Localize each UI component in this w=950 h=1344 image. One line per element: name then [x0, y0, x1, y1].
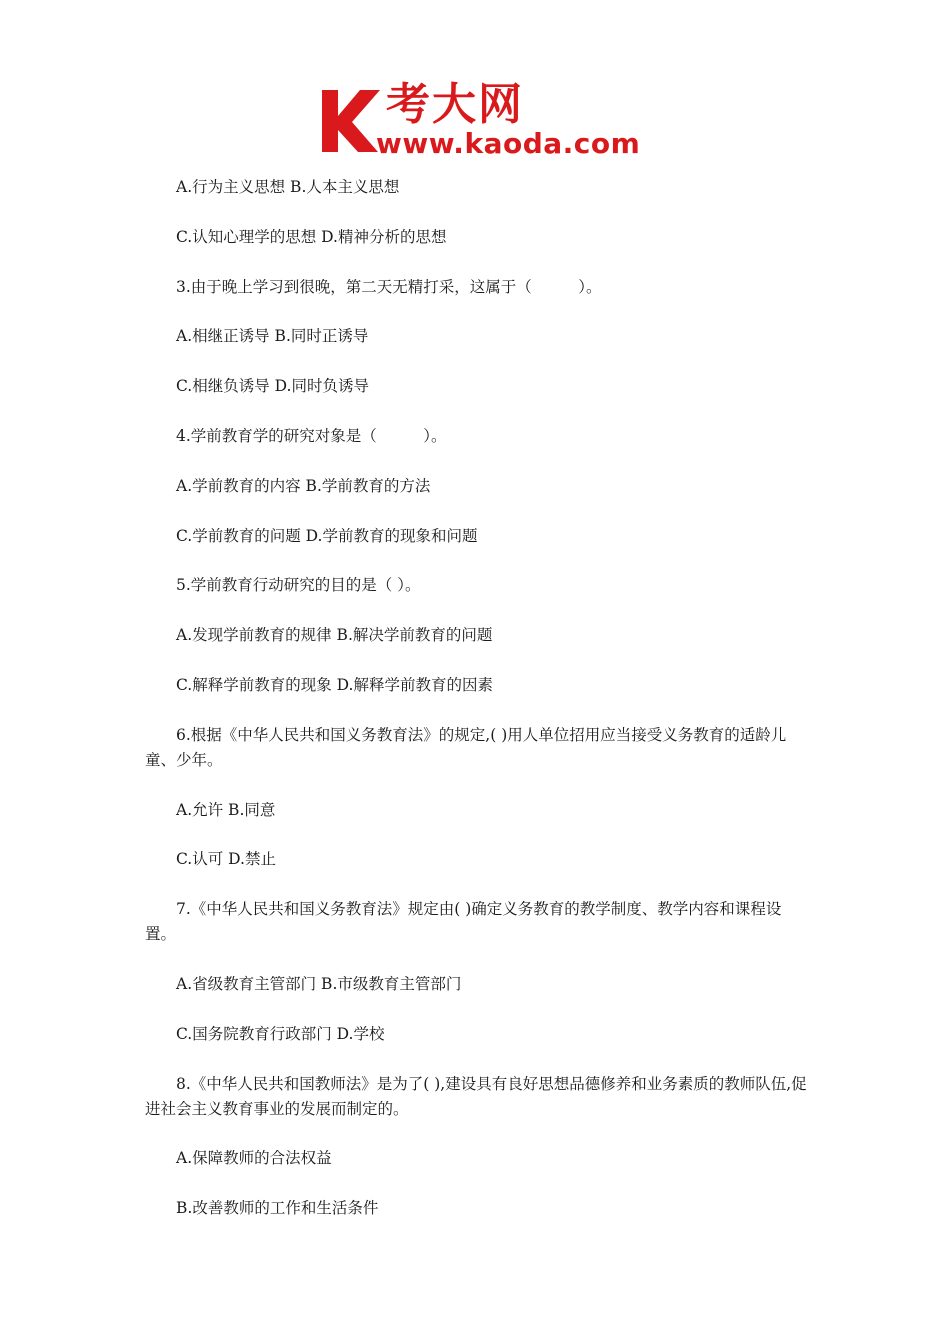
- text-line: A.学前教育的内容 B.学前教育的方法: [176, 476, 431, 495]
- text-line: B.改善教师的工作和生活条件: [176, 1199, 379, 1218]
- text-line: C.相继负诱导 D.同时负诱导: [176, 377, 369, 396]
- text-line: A.行为主义思想 B.人本主义思想: [176, 178, 400, 196]
- text-line: A.允许 B.同意: [176, 800, 276, 819]
- text-line: A.保障教师的合法权益: [176, 1149, 332, 1168]
- question-content: [145, 175, 810, 1246]
- text-line: 6.根据《中华人民共和国义务教育法》的规定,( )用人单位招用应当接受义务教育的适龄儿童、少年。: [145, 725, 787, 769]
- text-line: 5.学前教育行动研究的目的是（ ）。: [176, 576, 421, 595]
- logo-url: www.kaoda.com: [376, 127, 641, 160]
- text-line: 4.学前教育学的研究对象是（ ）。: [176, 426, 447, 445]
- text-line: 3.由于晚上学习到很晚，第二天无精打采，这属于（ ）。: [176, 277, 602, 296]
- logo-name: 考大网: [386, 79, 524, 130]
- text-line: C.解释学前教育的现象 D.解释学前教育的因素: [176, 675, 493, 694]
- text-line: A.发现学前教育的规律 B.解决学前教育的问题: [176, 626, 493, 645]
- text-line: C.国务院教育行政部门 D.学校: [176, 1024, 385, 1043]
- text-line: A.省级教育主管部门 B.市级教育主管部门: [176, 974, 462, 993]
- kaoda-logo: [318, 80, 640, 162]
- text-line: 7.《中华人民共和国义务教育法》规定由( )确定义务教育的教学制度、教学内容和课程设置。: [145, 900, 782, 944]
- text-line: C.认知心理学的思想 D.精神分析的思想: [176, 227, 447, 246]
- text-line: C.学前教育的问题 D.学前教育的现象和问题: [176, 526, 478, 545]
- text-line: 8.《中华人民共和国教师法》是为了( ),建设具有良好思想品德修养和业务素质的教师队伍,促进社会主义教育事业的发展而制定的。: [145, 1074, 807, 1118]
- text-line: C.认可 D.禁止: [176, 850, 276, 869]
- text-line: A.相继正诱导 B.同时正诱导: [176, 327, 369, 346]
